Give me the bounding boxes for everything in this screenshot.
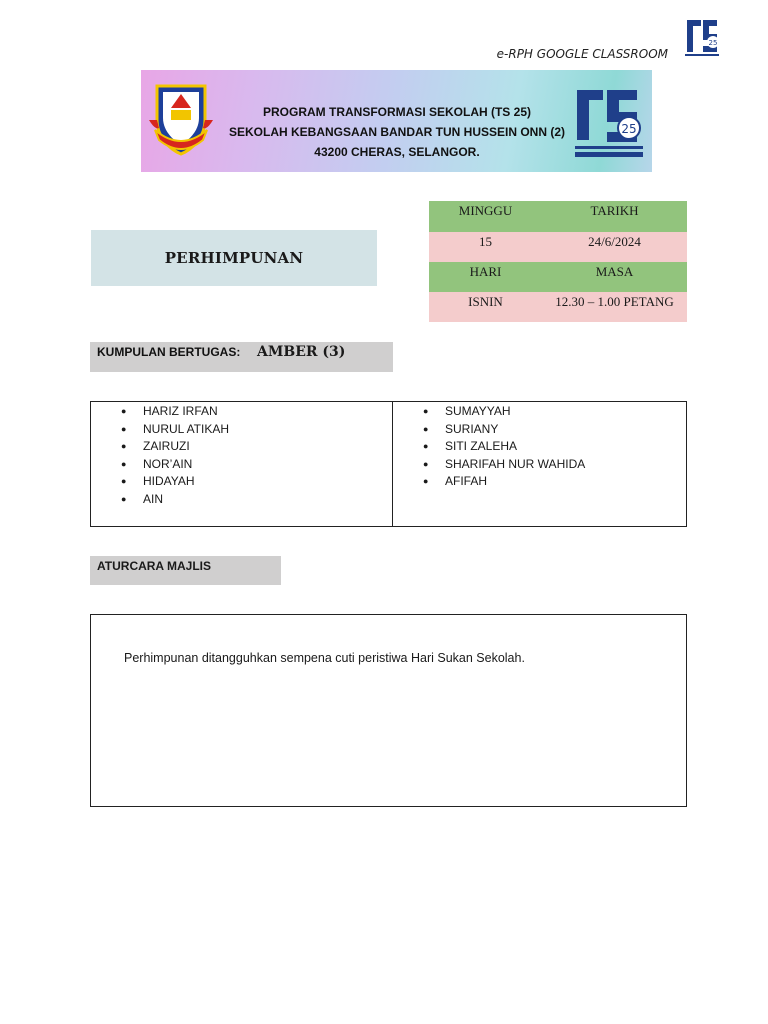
list-item: ● SHARIFAH NUR WAHIDA <box>423 456 585 474</box>
hari-label: HARI <box>429 262 542 292</box>
schedule-table <box>429 201 687 322</box>
list-item: ● ZAIRUZI <box>121 438 229 456</box>
school-banner <box>141 70 652 172</box>
minggu-value: 15 <box>429 232 542 262</box>
list-item: ● HARIZ IRFAN <box>121 403 229 421</box>
svg-text:25: 25 <box>708 39 718 47</box>
notice-box <box>90 614 687 807</box>
list-item: ● NURUL ATIKAH <box>121 421 229 439</box>
banner-text <box>207 102 587 162</box>
table-row <box>429 232 687 262</box>
notice-text: Perhimpunan ditangguhkan sempena cuti peristiwa Hari Sukan Sekolah. <box>124 651 525 665</box>
masa-label: MASA <box>542 262 687 292</box>
aturcara-bar <box>90 556 281 585</box>
banner-line-address: 43200 CHERAS, SELANGOR. <box>314 145 480 159</box>
header-caption: e-RPH GOOGLE CLASSROOM <box>496 47 668 61</box>
column-divider <box>392 402 393 526</box>
group-bar <box>90 342 393 372</box>
group-label: KUMPULAN BERTUGAS: <box>97 345 241 359</box>
tarikh-value: 24/6/2024 <box>542 232 687 262</box>
school-crest-icon <box>149 80 213 160</box>
list-item: ● NOR’AIN <box>121 456 229 474</box>
tarikh-label: TARIKH <box>542 201 687 232</box>
table-row <box>429 201 687 232</box>
members-list-left <box>121 403 229 508</box>
page-title: PERHIMPUNAN <box>164 249 304 267</box>
masa-value: 12.30 – 1.00 PETANG <box>542 292 687 322</box>
ts-logo-number: 25 <box>621 122 637 136</box>
ts25-logo-icon <box>683 16 721 58</box>
group-value: AMBER (3) <box>257 344 346 360</box>
list-item: ● AFIFAH <box>423 473 585 491</box>
list-item: ● SUMAYYAH <box>423 403 585 421</box>
members-box <box>90 401 687 527</box>
banner-ts25-logo-icon <box>573 86 645 160</box>
list-item: ● AIN <box>121 491 229 509</box>
table-row <box>429 262 687 292</box>
members-list-right <box>423 403 585 491</box>
banner-line-program: PROGRAM TRANSFORMASI SEKOLAH (TS 25) <box>262 105 531 119</box>
banner-line-school: SEKOLAH KEBANGSAAN BANDAR TUN HUSSEIN ONN (2) <box>228 125 565 139</box>
list-item: ● HIDAYAH <box>121 473 229 491</box>
aturcara-label: ATURCARA MAJLIS <box>97 559 211 573</box>
table-row <box>429 292 687 322</box>
title-box <box>91 230 377 286</box>
list-item: ● SURIANY <box>423 421 585 439</box>
hari-value: ISNIN <box>429 292 542 322</box>
minggu-label: MINGGU <box>429 201 542 232</box>
list-item: ● SITI ZALEHA <box>423 438 585 456</box>
